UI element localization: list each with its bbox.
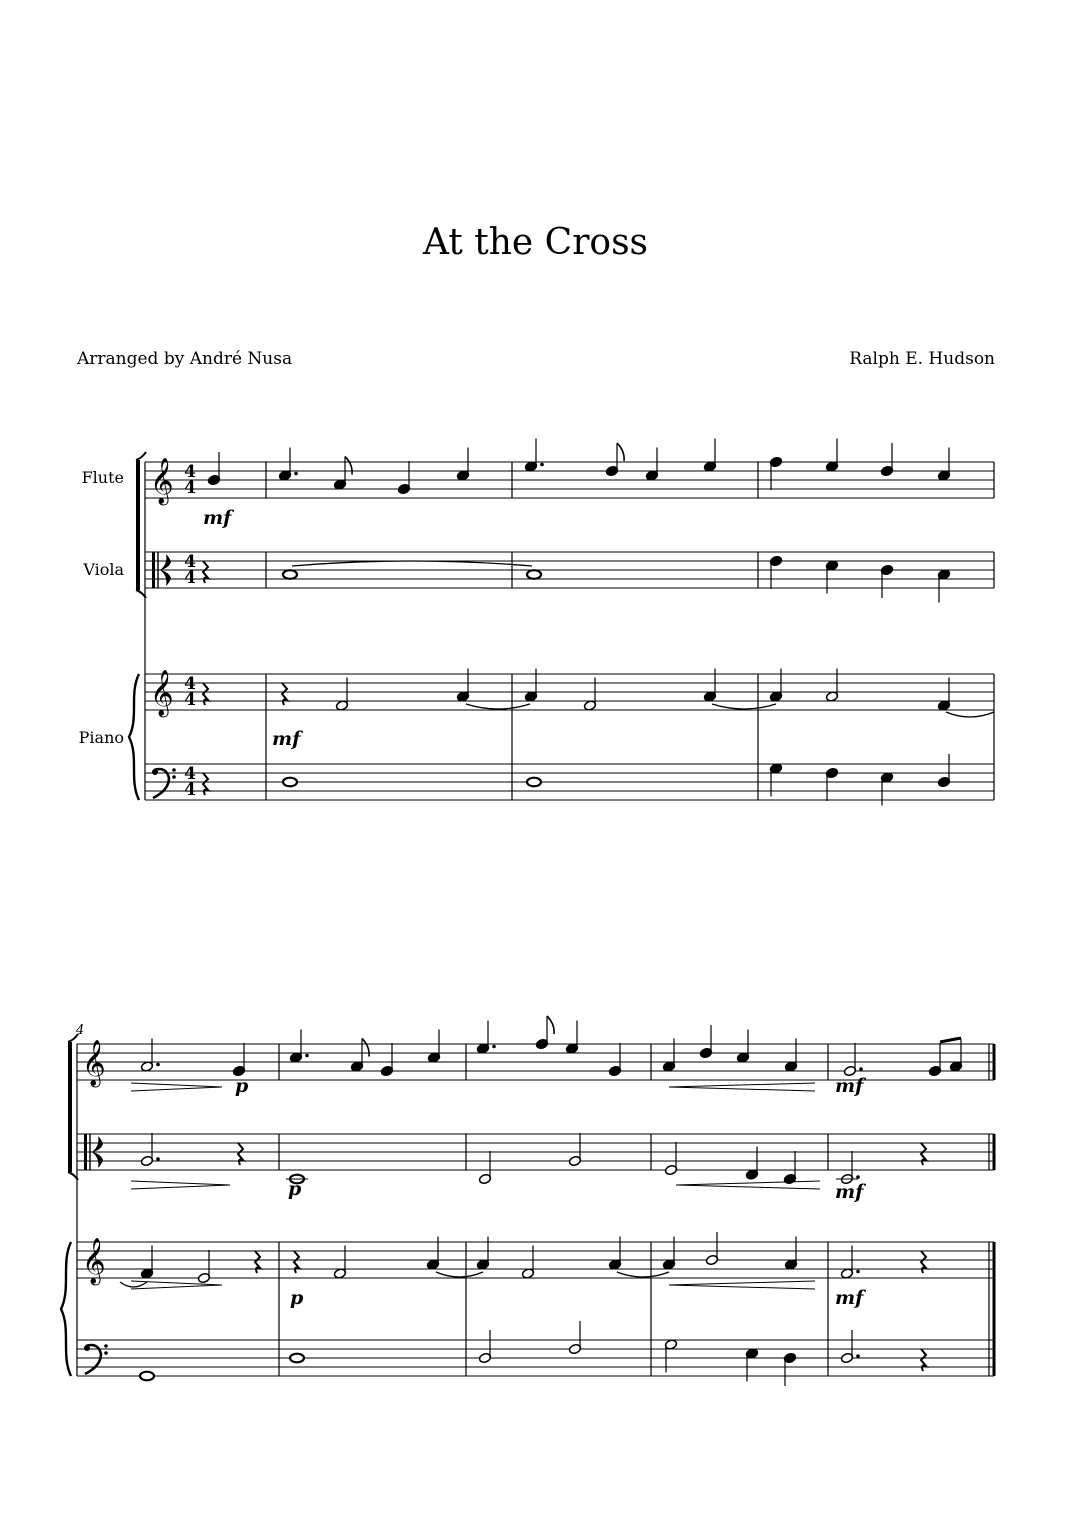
dot <box>305 1054 309 1058</box>
decrescendo-hairpin <box>131 1083 222 1091</box>
quarter-rest <box>255 1251 260 1273</box>
whole-note <box>283 570 297 579</box>
score-title: At the Cross <box>422 222 649 263</box>
treble-clef-icon: 𝄞 <box>82 1040 106 1086</box>
whole-note <box>140 1372 154 1381</box>
time-sig-top: 4 <box>184 674 196 694</box>
whole-note <box>283 778 297 787</box>
treble-clef-icon: 𝄞 <box>82 1238 106 1284</box>
time-sig-top: 4 <box>184 552 196 572</box>
time-sig-bottom: 4 <box>184 478 196 498</box>
piano-label: Piano <box>78 728 124 747</box>
quarter-rest <box>921 1251 926 1273</box>
dynamic-mark: p <box>290 1287 304 1309</box>
whole-note <box>527 778 541 787</box>
time-sig-bottom: 4 <box>184 568 196 588</box>
quarter-rest <box>294 1251 299 1273</box>
alto-clef-icon <box>84 1134 87 1170</box>
dynamic-mark: mf <box>835 1075 864 1097</box>
dot <box>859 1067 863 1071</box>
dot <box>294 472 298 476</box>
notation-layer <box>61 439 994 1387</box>
quarter-rest <box>203 683 208 705</box>
tie <box>466 704 530 709</box>
treble-clef-icon: 𝄞 <box>150 670 174 716</box>
viola-label: Viola <box>83 560 124 579</box>
bass-clef-icon <box>152 769 158 775</box>
quarter-rest <box>203 773 208 795</box>
tie <box>436 1272 483 1277</box>
crescendo-hairpin <box>669 1281 815 1289</box>
crescendo-hairpin <box>669 1083 815 1091</box>
brace-icon <box>129 674 139 800</box>
composer-credit: Ralph E. Hudson <box>849 349 995 369</box>
whole-note <box>290 1354 304 1363</box>
dot <box>156 1063 160 1067</box>
tie <box>292 561 532 566</box>
dynamic-mark: mf <box>203 507 232 529</box>
tie <box>712 704 776 709</box>
dynamic-mark: p <box>235 1075 249 1097</box>
flag <box>362 1039 369 1057</box>
bracket <box>136 460 140 590</box>
bass-clef-icon <box>104 1351 108 1355</box>
crescendo-hairpin <box>676 1181 820 1189</box>
dot <box>856 1270 860 1274</box>
measure-number: 4 <box>76 1023 85 1038</box>
dynamic-mark: p <box>288 1178 302 1200</box>
bass-clef-icon <box>172 768 176 772</box>
bass-clef-icon <box>172 775 176 779</box>
time-sig-bottom: 4 <box>184 690 196 710</box>
time-sig-top: 4 <box>184 462 196 482</box>
dot <box>492 1045 496 1049</box>
dynamic-mark: mf <box>272 728 301 750</box>
bracket <box>68 1042 72 1172</box>
brace-icon <box>61 1242 71 1376</box>
arranger-credit: Arranged by André Nusa <box>77 349 293 369</box>
dynamic-mark: mf <box>835 1287 864 1309</box>
bass-clef-icon <box>84 1345 90 1351</box>
flag <box>547 1016 554 1034</box>
quarter-rest <box>238 1143 243 1165</box>
whole-note <box>527 570 541 579</box>
flute-label: Flute <box>81 468 124 487</box>
beam <box>940 1038 961 1042</box>
time-sig-top: 4 <box>184 764 196 784</box>
dot <box>540 463 544 467</box>
dynamic-mark: mf <box>835 1181 864 1203</box>
tie <box>120 1282 147 1287</box>
flag <box>617 443 624 461</box>
tie <box>617 1272 669 1277</box>
quarter-rest <box>282 683 287 705</box>
alto-clef-icon <box>152 552 155 588</box>
flag <box>345 457 352 475</box>
treble-clef-icon: 𝄞 <box>150 458 174 504</box>
time-sig-bottom: 4 <box>184 780 196 800</box>
bass-clef-icon <box>104 1344 108 1348</box>
quarter-rest <box>921 1143 926 1165</box>
dot <box>856 1175 860 1179</box>
quarter-rest <box>203 561 208 583</box>
bracket <box>136 452 146 460</box>
dot <box>156 1157 160 1161</box>
dot <box>856 1354 860 1358</box>
tie <box>946 712 994 717</box>
decrescendo-hairpin <box>131 1181 230 1189</box>
decrescendo-hairpin <box>131 1281 222 1289</box>
quarter-rest <box>921 1349 926 1371</box>
